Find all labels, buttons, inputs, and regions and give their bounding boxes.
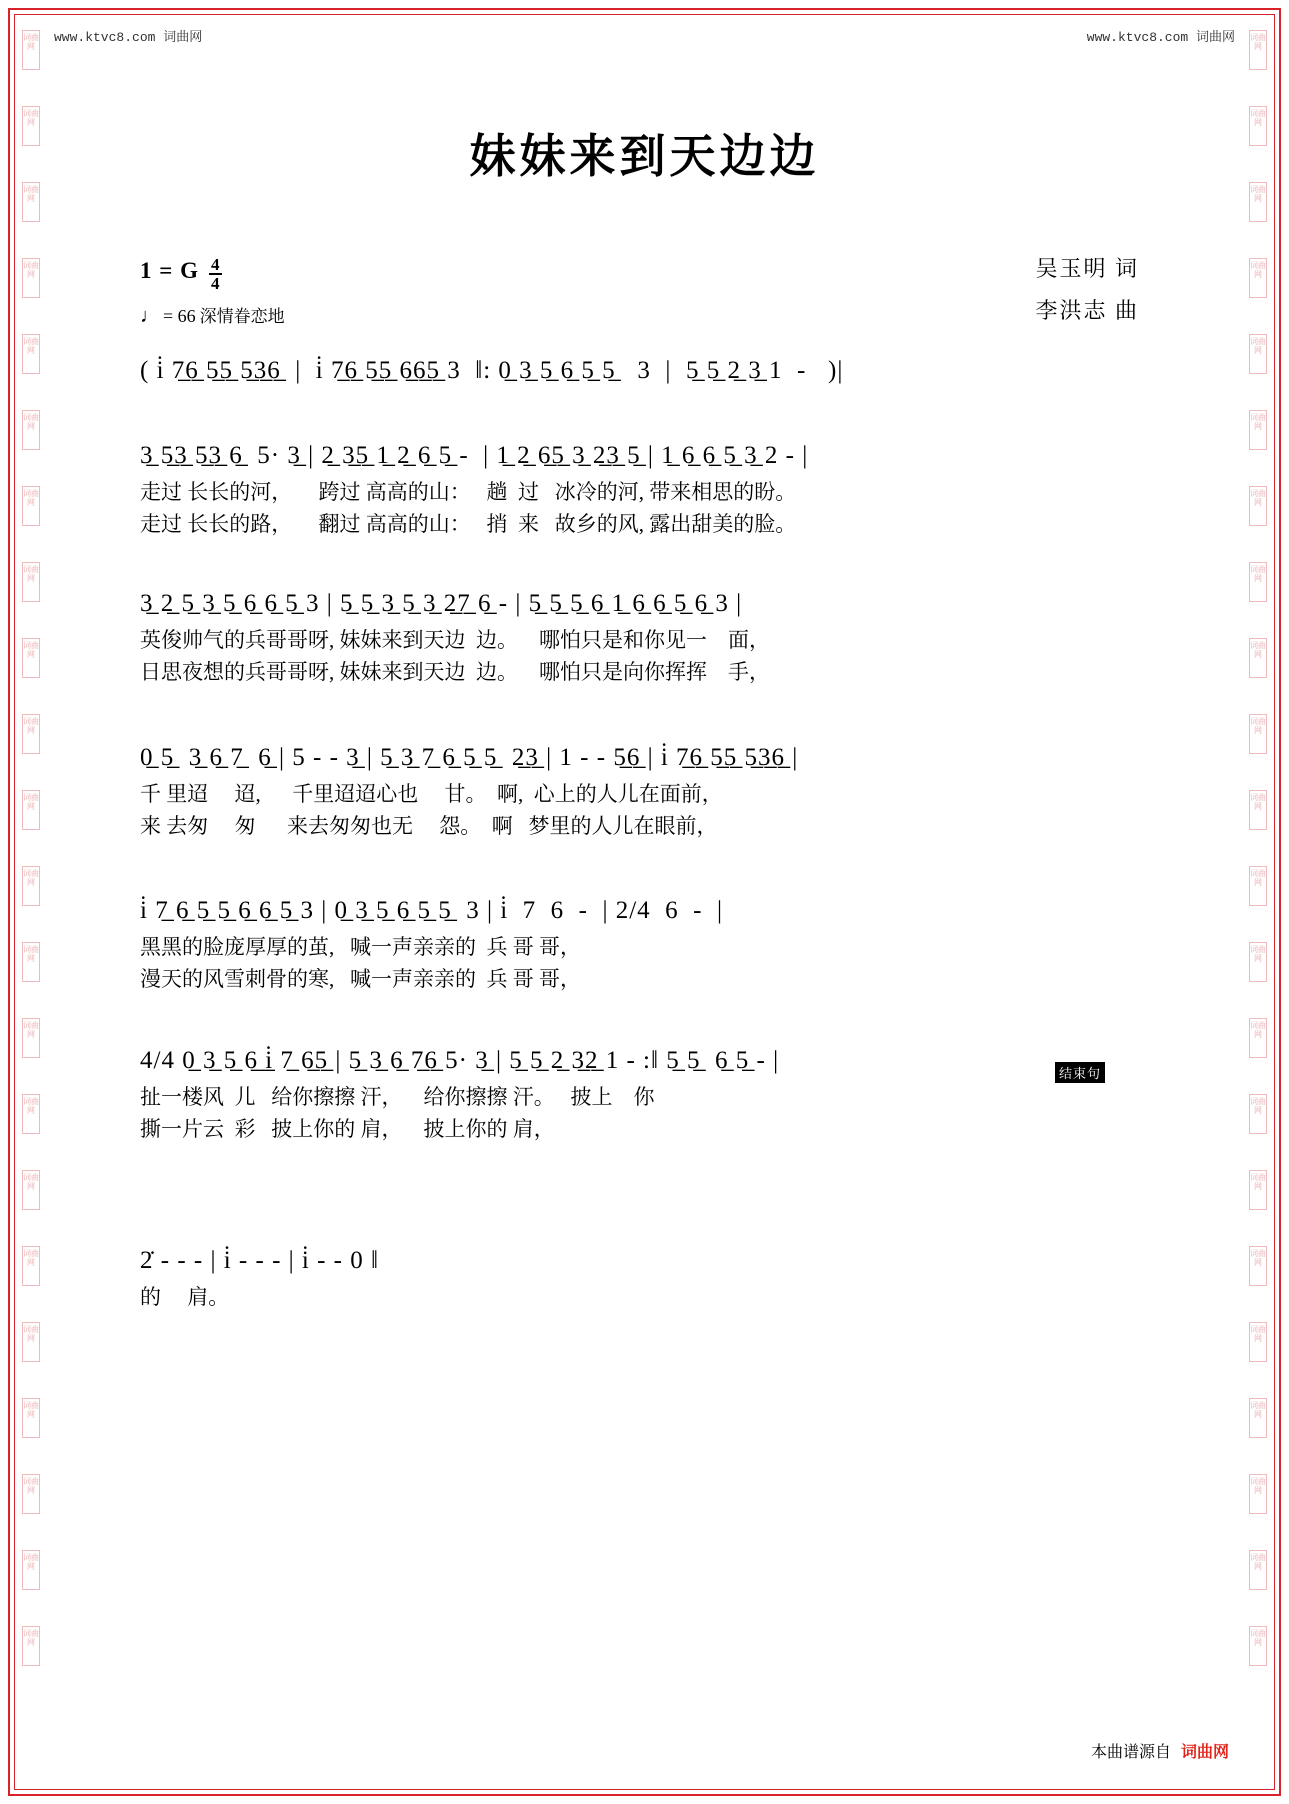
notation-line: 2̇ - - - | i̇ - - - | i̇ - - 0 ‖: [140, 1247, 380, 1274]
watermark-chip: 词曲网: [22, 1018, 40, 1058]
notation-line: 4/4 0̲ 3̲ 5̲ 6̲ i̲̇ 7̲ 6̲5̲ | 5̲ 3̲ 6̲ 7̲6̲ 5· 3̲ | 5̲ 5̲ 2̲ 3̲2̲ 1 - :‖ 5̲ 5̲ 6̲ 5̲ - |: [140, 1047, 780, 1074]
key-signature: [140, 255, 285, 294]
watermark-chip: 词曲网: [22, 1094, 40, 1134]
lyrics-group: [140, 1282, 1189, 1314]
ending-phrase-tag: 结束句: [1055, 1062, 1105, 1083]
footer-text: 本曲谱源自: [1090, 1744, 1171, 1761]
watermark-chip: 词曲网: [22, 182, 40, 222]
lyrics-group: [140, 932, 1189, 995]
lyricist-credit: 吴玉明 词: [1035, 256, 1139, 281]
watermark-chip: 词曲网: [1249, 486, 1267, 526]
watermark-chip: 词曲网: [22, 1626, 40, 1666]
site-url-left: www.ktvc8.com 词曲网: [54, 30, 203, 45]
music-system-2: [140, 440, 1189, 540]
watermark-chip: 词曲网: [22, 638, 40, 678]
watermark-chip: 词曲网: [1249, 638, 1267, 678]
lyric-line-verse1: 走过 长长的河， 跨过 高高的山： 趟 过 冰冷的河, 带来相思的盼。: [140, 480, 797, 505]
watermark-chip: 词曲网: [22, 1322, 40, 1362]
composer-credit: 李洪志 曲: [1035, 297, 1139, 323]
watermark-chip: 词曲网: [1249, 1626, 1267, 1666]
watermark-chip: 词曲网: [1249, 866, 1267, 906]
watermark-chip: 词曲网: [1249, 562, 1267, 602]
watermark-chip: 词曲网: [1249, 1094, 1267, 1134]
watermark-chip: 词曲网: [22, 258, 40, 298]
quarter-note-icon: ♩: [140, 305, 160, 327]
watermark-chip: 词曲网: [1249, 334, 1267, 374]
tempo-marking: [140, 302, 285, 328]
watermark-chip: 词曲网: [1249, 714, 1267, 754]
watermark-chip: 词曲网: [1249, 1398, 1267, 1438]
watermark-chip: 词曲网: [22, 106, 40, 146]
lyric-line-verse1: 扯一楼风 儿 给你擦擦 汗， 给你擦擦 汗。 披上 你: [140, 1085, 655, 1110]
notation-line: 3̲ 5̲3̲ 5̲3̲ 6̲ 5· 3̲ | 2̲ 3̲5̲ 1̲ 2̲ 6̲ 5̲ - | 1̲ 2̲ 6̲5̲ 3̲ 2̲3̲ 5̲ | 1̲ 6̲ 6̲ 5̲ 3̲ 2 - |: [140, 442, 809, 469]
tempo-value: = 66: [163, 306, 196, 326]
notation-line: 0̲ 5̲ 3̲ 6̲ 7̲ 6̲ | 5 - - 3̲ | 5̲ 3̲ 7̲ 6̲ 5̲ 5̲ 2̲3̲ | 1 - - 5̲6̲ | i̇ 7̲6̲ 5̲5̲ 5̲3̲6̲ |: [140, 744, 799, 771]
watermark-chip: 词曲网: [22, 1398, 40, 1438]
footer-source: [1091, 1739, 1229, 1762]
watermark-chip: 词曲网: [1249, 1550, 1267, 1590]
lyric-line-verse2: 漫天的风雪刺骨的寒, 喊一声亲亲的 兵 哥 哥，: [140, 966, 581, 991]
lyric-line-verse2: 撕一片云 彩 披上你的 肩， 披上你的 肩，: [140, 1116, 555, 1141]
music-system-7: [140, 1245, 1189, 1314]
watermark-chip: 词曲网: [1249, 1474, 1267, 1514]
music-system-6: [140, 1045, 1189, 1145]
lyric-line-verse1: 的 肩。: [140, 1285, 230, 1310]
watermark-chip: 词曲网: [22, 486, 40, 526]
lyric-line-verse2: 走过 长长的路， 翻过 高高的山： 捎 来 故乡的风, 露出甜美的脸。: [140, 511, 797, 536]
watermark-chip: 词曲网: [1249, 1246, 1267, 1286]
watermark-chip: 词曲网: [1249, 942, 1267, 982]
watermark-chip: 词曲网: [22, 410, 40, 450]
watermark-chip: 词曲网: [1249, 1170, 1267, 1210]
watermark-chip: 词曲网: [22, 1170, 40, 1210]
watermark-chip: 词曲网: [22, 1246, 40, 1286]
music-system-4: [140, 742, 1189, 842]
lyric-line-verse2: 来 去匆 匆 来去匆匆也无 怨。 啊 梦里的人儿在眼前，: [140, 813, 718, 838]
music-system-5: [140, 895, 1189, 995]
watermark-chip: 词曲网: [1249, 182, 1267, 222]
watermark-chip: 词曲网: [22, 714, 40, 754]
watermark-chip: 词曲网: [1249, 410, 1267, 450]
watermark-chip: 词曲网: [22, 790, 40, 830]
key-label: 1 = G: [140, 258, 199, 283]
watermark-chip: 词曲网: [1249, 258, 1267, 298]
lyrics-group: [140, 1082, 1189, 1145]
lyrics-group: [140, 779, 1189, 842]
expression-marking: 深情眷恋地: [199, 307, 285, 326]
watermark-chip: 词曲网: [1249, 1322, 1267, 1362]
lyric-line-verse2: 日思夜想的兵哥哥呀, 妹妹来到天边 边。 哪怕只是向你挥挥 手，: [140, 659, 770, 684]
lyric-line-verse1: 黑黑的脸庞厚厚的茧, 喊一声亲亲的 兵 哥 哥，: [140, 935, 581, 960]
score-key-block: [140, 255, 285, 328]
watermark-chip: 词曲网: [1249, 790, 1267, 830]
lyric-line-verse1: 英俊帅气的兵哥哥呀, 妹妹来到天边 边。 哪怕只是和你见一 面，: [140, 628, 770, 653]
time-signature-denominator: 4: [211, 274, 220, 293]
watermark-chip: 词曲网: [1249, 106, 1267, 146]
watermark-chip: 词曲网: [22, 1550, 40, 1590]
time-signature: [209, 256, 222, 292]
credits-block: [1035, 248, 1139, 332]
site-url-right: www.ktvc8.com 词曲网: [1086, 30, 1235, 45]
page-title: 妹妹来到天边边: [469, 131, 820, 182]
music-system-3: [140, 588, 1189, 688]
music-system-1: [140, 355, 1189, 386]
footer-brand-link[interactable]: 词曲网: [1180, 1744, 1229, 1761]
watermark-chip: 词曲网: [22, 562, 40, 602]
notation-line: ( i̇ 7̲6̲ 5̲5̲ 5̲3̲6̲ | i̇ 7̲6̲ 5̲5̲ 6̲6̲5̲ 3 ‖: 0̲ 3̲ 5̲ 6̲ 5̲ 5̲ 3 | 5̲ 5̲ 2̲ 3̲ 1 - )|: [140, 357, 844, 384]
watermark-chip: 词曲网: [22, 1474, 40, 1514]
lyric-line-verse1: 千 里迢 迢, 千里迢迢心也 甘。 啊, 心上的人儿在面前，: [140, 782, 723, 807]
watermark-chip: 词曲网: [1249, 30, 1267, 70]
watermark-chip: 词曲网: [22, 334, 40, 374]
watermark-chip: 词曲网: [22, 30, 40, 70]
watermark-chip: 词曲网: [1249, 1018, 1267, 1058]
time-signature-numerator: 4: [211, 255, 220, 274]
notation-line: 3̲ 2̲ 5̲ 3̲ 5̲ 6̲ 6̲ 5̲ 3 | 5̲ 5̲ 3̲ 5̲ 3̲ 2̲7̲ 6̲ - | 5̲ 5̲ 5̲ 6̲ 1̲ 6̲ 6̲ 5̲ 6̲ 3 |: [140, 590, 743, 617]
lyrics-group: [140, 477, 1189, 540]
notation-line: i̇ 7̲ 6̲ 5̲ 5̲ 6̲ 6̲ 5̲ 3 | 0̲ 3̲ 5̲ 6̲ 5̲ 5̲ 3 | i̇ 7 6 - | 2/4 6 - |: [140, 897, 724, 924]
watermark-chip: 词曲网: [22, 942, 40, 982]
watermark-chip: 词曲网: [22, 866, 40, 906]
lyrics-group: [140, 625, 1189, 688]
